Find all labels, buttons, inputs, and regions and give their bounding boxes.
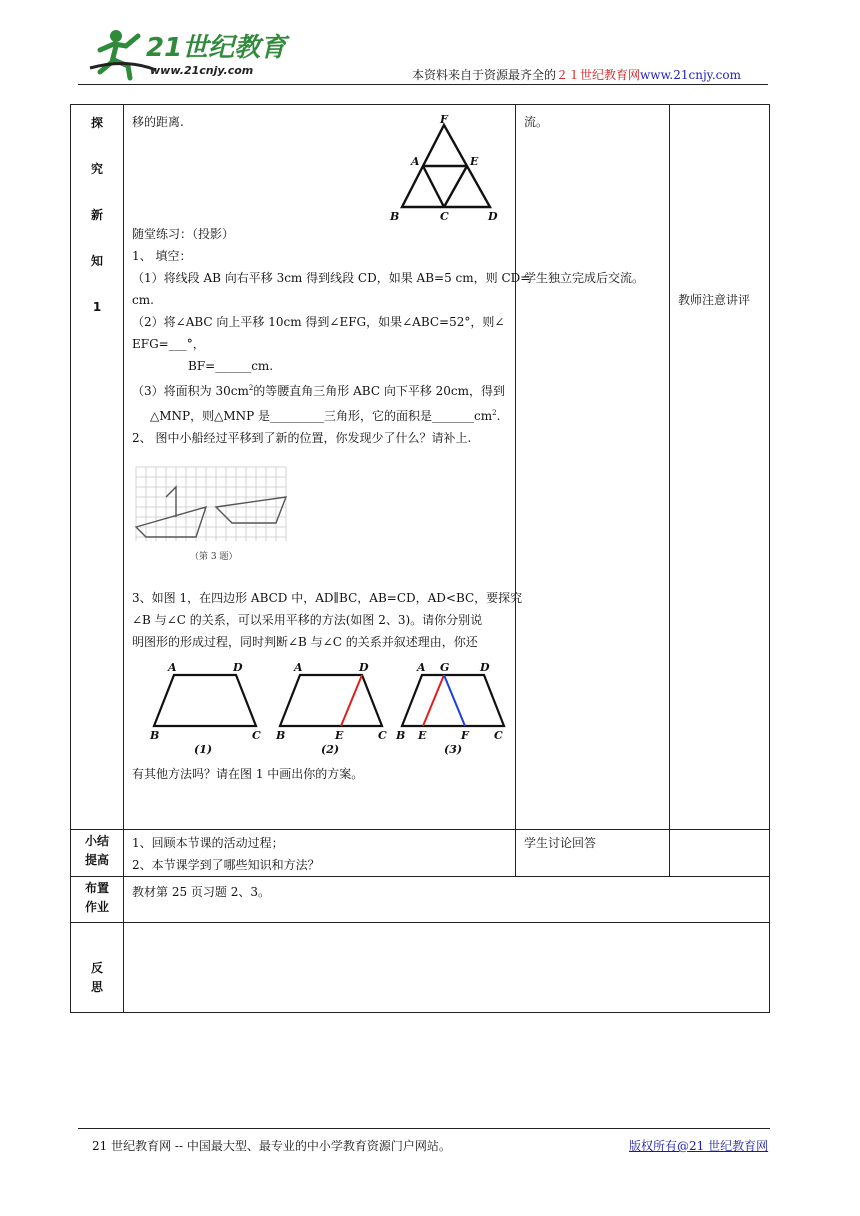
fig3-blue-line (444, 675, 465, 726)
trapezoid-3 (402, 675, 504, 726)
homework-label (71, 877, 124, 923)
summary-content (124, 830, 516, 877)
q1-3a-text: （3）将面积为 30cm (132, 384, 249, 398)
q3-d: 有其他方法吗？请在图 1 中画出你的方案。 (132, 767, 364, 781)
logo-text: 21世纪教育 (146, 33, 287, 63)
fig2-label-B: B (276, 729, 286, 742)
q1-1b: cm. (132, 293, 154, 307)
fig3-number: (3) (444, 743, 463, 755)
fig2-label-A: A (294, 661, 303, 674)
explore-row (71, 105, 770, 830)
fig1-label-D: D (233, 661, 243, 674)
fig3-label-C: C (494, 729, 503, 742)
fig2-label-D: D (359, 661, 369, 674)
intro-block (132, 111, 509, 223)
q1-title: 1、 填空： (132, 249, 192, 263)
fig3-label-B: B (396, 729, 406, 742)
fig2-number: (2) (321, 743, 340, 755)
homework-label-line: 作业 (84, 899, 109, 914)
summary-row (71, 830, 770, 877)
fig2-label-E: E (335, 729, 344, 742)
explore-label-char: 究 (90, 162, 103, 176)
summary-teacher (670, 830, 770, 877)
q1-3b-end: . (496, 409, 501, 423)
q1-2a: （2）将∠ABC 向上平移 10cm 得到∠EFG，如果∠ABC=52°，则∠ (132, 315, 505, 329)
reflection-content (124, 923, 770, 1013)
reflection-label-line: 思 (90, 979, 103, 994)
q1-2c: BF=______cm. (188, 359, 274, 373)
explore-teacher-col (670, 105, 770, 830)
fig3-label-D: D (480, 661, 490, 674)
summary-label (71, 830, 124, 877)
fig1-number: (1) (194, 743, 213, 755)
summary-line-2: 2、本节课学到了哪些知识和方法？ (132, 858, 320, 872)
header-rule (78, 84, 768, 85)
reflection-row (71, 923, 770, 1013)
explore-content (124, 105, 531, 830)
explore-label (71, 105, 124, 830)
teacher-note: 教师注意讲评 (678, 293, 751, 307)
homework-label-line: 布置 (84, 881, 109, 895)
q3-a: 3、如图 1，在四边形 ABCD 中，AD∥BC，AB=CD，AD<BC，要探究 (132, 591, 523, 605)
practice-title: 随堂练习：（投影） (132, 227, 235, 241)
triangle-figure (386, 113, 504, 223)
explore-label-char: 探 (90, 116, 103, 130)
student-top: 流。 (524, 115, 549, 129)
trapezoid-2 (280, 675, 382, 726)
fig2-red-line (341, 675, 362, 726)
student-mid: 学生独立完成后交流。 (524, 271, 645, 285)
fig1-label-C: C (252, 729, 261, 742)
summary-line-1: 1、回顾本节课的活动过程； (132, 836, 284, 850)
q1-3a (132, 377, 509, 402)
q1-2b: EFG=___°， (132, 337, 205, 351)
label-A: A (411, 155, 420, 168)
explore-student-col (516, 105, 670, 830)
q2-text: 2、 图中小船经过平移到了新的位置，你发现少了什么？请补上. (132, 431, 472, 445)
reflection-label-line: 反 (90, 961, 103, 975)
boat-grid-figure (132, 463, 302, 573)
label-F: F (440, 113, 448, 126)
logo-url-text: www.21cnjy.com (150, 64, 254, 77)
label-C: C (440, 210, 449, 223)
q1-3b-text: △MNP，则△MNP 是_________三角形，它的面积是_______cm (150, 409, 493, 423)
summary-student-text: 学生讨论回答 (524, 836, 597, 850)
q3-c: 明图形的形成过程，同时判断∠B 与∠C 的关系并叙述理由，你还 (132, 635, 478, 649)
q1-1a: （1）将线段 AB 向右平移 3cm 得到线段 CD，如果 AB=5 cm，则 CD= (132, 271, 531, 285)
summary-student (516, 830, 670, 877)
trapezoid-figures (132, 659, 512, 755)
q1-3b-sup: 2 (492, 409, 497, 417)
summary-label-line: 提高 (84, 852, 109, 867)
trapezoid-1 (154, 675, 256, 726)
label-D: D (488, 210, 498, 223)
footer-text: 21 世纪教育网 -- 中国最大型、最专业的中小学教育资源门户网站。 (92, 1139, 451, 1153)
footer-rule (78, 1128, 770, 1129)
header-note-prefix: 本资料来自于资源最齐全的 (412, 68, 557, 82)
fig1-label-B: B (150, 729, 160, 742)
homework-text: 教材第 25 页习题 2、3。 (132, 885, 270, 899)
header-note (412, 66, 741, 83)
q1-3a-rest: 的等腰直角三角形 ABC 向下平移 20cm，得到 (253, 384, 505, 398)
fig2-label-C: C (378, 729, 387, 742)
q3-b: ∠B 与∠C 的关系，可以采用平移的方法(如图 2、3)。请你分别说 (132, 613, 483, 627)
label-B: B (390, 210, 400, 223)
header-note-brand: ２１世纪教育网 (556, 68, 641, 82)
fig3-label-E: E (418, 729, 427, 742)
homework-content (124, 877, 770, 923)
site-logo (86, 22, 296, 84)
fig3-label-G: G (440, 661, 450, 674)
summary-label-line: 小结 (84, 834, 109, 848)
label-E: E (470, 155, 479, 168)
footer-copyright-link[interactable]: 版权所有@21 世纪教育网 (629, 1139, 769, 1153)
fig3-label-A: A (417, 661, 426, 674)
fig3-red-line (423, 675, 444, 726)
explore-label-char: 1 (92, 300, 102, 314)
explore-label-char: 新 (90, 208, 103, 222)
lesson-table (70, 104, 770, 1013)
reflection-label (71, 923, 124, 1013)
fig3-label-F: F (461, 729, 469, 742)
header-note-link[interactable]: www.21cnjy.com (640, 68, 741, 82)
fig1-label-A: A (168, 661, 177, 674)
q1-3b (132, 402, 509, 427)
homework-row (71, 877, 770, 923)
explore-label-char: 知 (90, 254, 103, 268)
fig3-caption: （第 3 题） (190, 552, 238, 562)
q1-3a-sup: 2 (248, 384, 254, 392)
intro-text: 移的距离. (132, 115, 184, 129)
